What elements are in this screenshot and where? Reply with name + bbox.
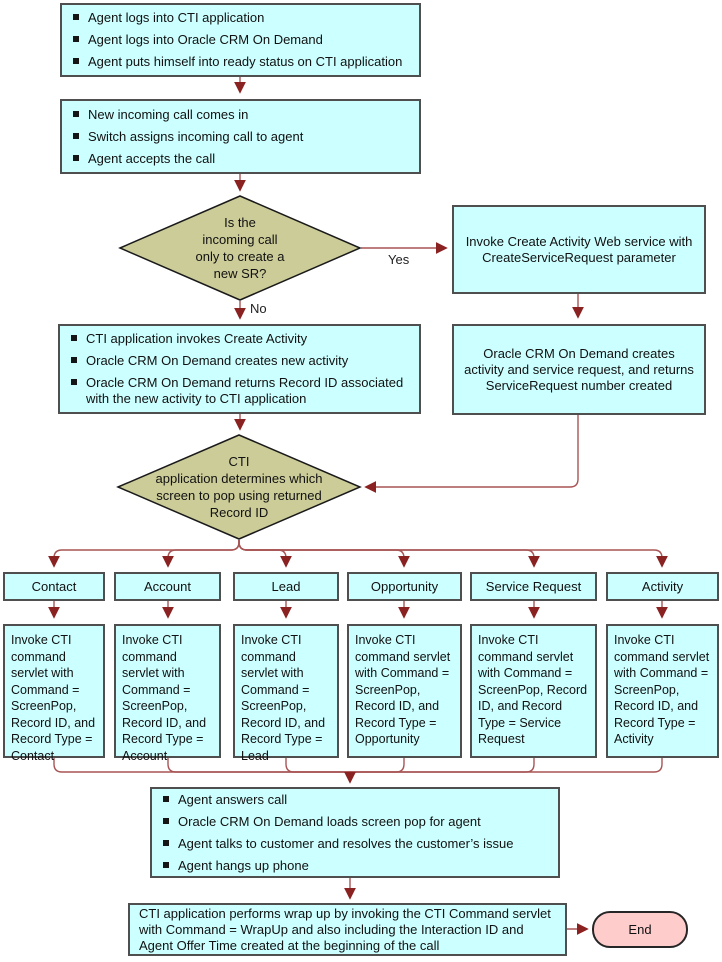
start-bullet: Agent logs into Oracle CRM On Demand [70,32,411,48]
decision-line: only to create a [195,249,285,264]
branch-account: Account [114,572,221,601]
decision-line: screen to pop using returned [156,488,322,503]
fanin-lead [286,758,350,772]
decision-line: CTI [228,454,250,469]
fanin-service-request [350,758,534,772]
incoming-bullet: New incoming call comes in [70,107,411,123]
detail-opportunity: Invoke CTI command servlet with Command = ScreenPop, Record ID, and Record Type = Opportunity [347,624,462,758]
yes-label: Yes [388,252,410,267]
detail-service-request: Invoke CTI command servlet with Command = ScreenPop, Record ID, and Record Type = Service Request [470,624,597,758]
fanout-lead [239,540,286,566]
no-label: No [250,301,267,316]
decision-new-sr-shape [120,196,360,300]
invoke-web-service-text: Invoke Create Activity Web service with CreateServiceRequest parameter [465,233,693,265]
answer-bullet: Agent talks to customer and resolves the customer’s issue [160,836,550,852]
end-label: End [628,922,652,937]
incoming-bullet: Agent accepts the call [70,151,411,167]
branch-activity: Activity [606,572,719,601]
branch-contact: Contact [3,572,105,601]
agent-answers-box [150,787,560,878]
answer-bullet: Agent hangs up phone [160,858,550,874]
cti-invokes-bullet: CTI application invokes Create Activity [68,331,411,347]
wrapup-box [128,903,567,956]
detail-account: Invoke CTI command servlet with Command = ScreenPop, Record ID, and Record Type = Account [114,624,221,758]
crm-creates-sr-box [452,324,706,415]
wrapup-text: CTI application performs wrap up by invoking the CTI Command servlet with Command = WrapUp and also including the Interaction ID and Agent Offer Time created at the beginning of the call [139,905,551,953]
detail-lead: Invoke CTI command servlet with Command = ScreenPop, Record ID, and Record Type = Lead [233,624,339,758]
invoke-web-service-box [452,205,706,294]
answer-bullet: Oracle CRM On Demand loads screen pop for agent [160,814,550,830]
incoming-call-box [60,99,421,174]
cti-invokes-bullet: Oracle CRM On Demand creates new activity [68,353,411,369]
branch-service-request: Service Request [470,572,597,601]
incoming-bullet: Switch assigns incoming call to agent [70,129,411,145]
branch-lead: Lead [233,572,339,601]
fanout-opportunity [239,540,404,566]
detail-activity: Invoke CTI command servlet with Command = ScreenPop, Record ID, and Record Type = Activity [606,624,719,758]
cti-invokes-bullet: Oracle CRM On Demand returns Record ID associated with the new activity to CTI application [68,375,411,407]
start-bullet: Agent puts himself into ready status on CTI application [70,54,411,70]
end-terminator [592,911,688,948]
fanin-contact [54,758,350,772]
fanout-activity [239,540,662,566]
answer-bullet: Agent answers call [160,792,550,808]
decision-line: new SR? [213,266,267,281]
decision-line: Is the [224,215,256,230]
detail-contact: Invoke CTI command servlet with Command = ScreenPop, Record ID, and Record Type = Contact [3,624,105,758]
cti-invokes-box [58,324,421,414]
fanout-contact [54,540,239,566]
fanin-opportunity [350,758,404,772]
arrow-crm-to-decision2 [366,415,578,487]
branch-opportunity: Opportunity [347,572,462,601]
decision-line: application determines which [155,471,323,486]
start-bullet: Agent logs into CTI application [70,10,411,26]
fanin-activity [350,758,662,772]
decision-line: incoming call [202,232,278,247]
fanout-service-request [239,540,534,566]
decision-line: Record ID [209,505,269,520]
decision-screen-pop-shape [118,435,360,539]
fanout-account [168,540,239,566]
crm-creates-sr-text: Oracle CRM On Demand creates activity and service request, and returns ServiceRequest number created [464,345,694,393]
start-box [60,3,421,77]
